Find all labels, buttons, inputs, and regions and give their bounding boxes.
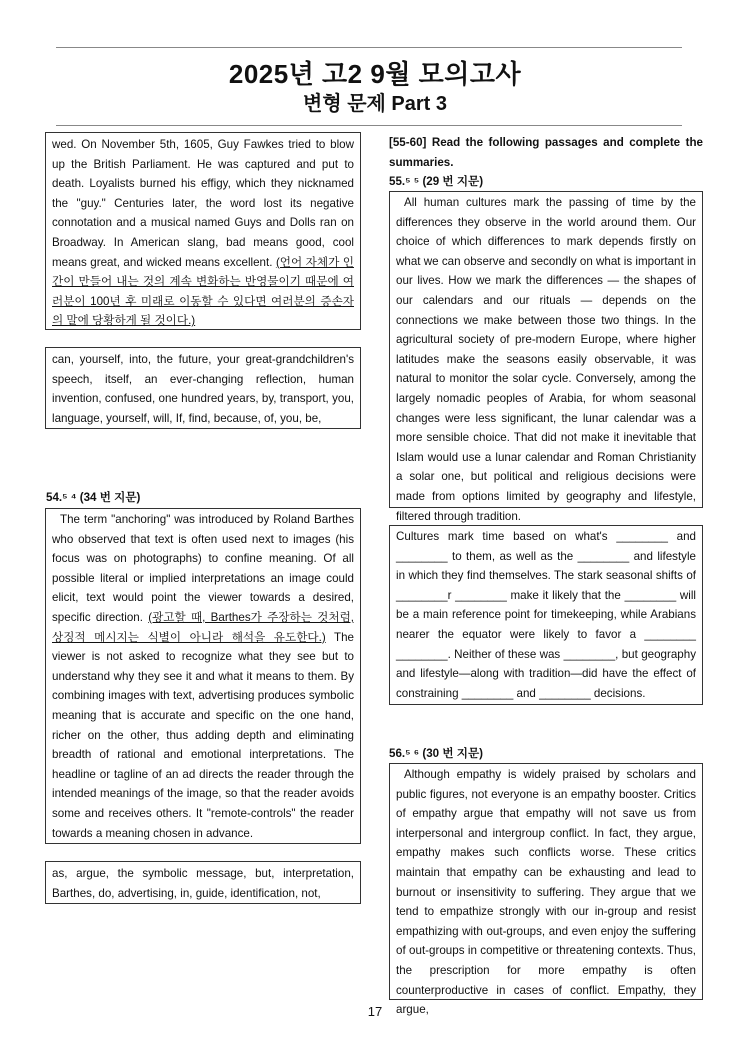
summary-55-box (389, 525, 703, 705)
question-54-passage: The term "anchoring" was introduced by Roland Barthes who observed that text is often used next to images (his focus was on photographs) to confine meaning. Of all possible literal or implied interpretations an image could elicit, text would point the viewer towards a desired, specific direction. (광고할 때, Barthes가 주장하는 것처럼, 상징적 메시지는 식별이 아니라 해석을 유도한다.) The viewer is not asked to recognize what they see but to understand why they see it and what it means to them. By combining images with text, advertising produces symbolic meaning that is accurate and specific on the one hand, richer on the other, thus adding depth and eliminating breadth of rational and emotional interpretations. The headline or tagline of an ad directs the reader through the intended meanings of the image, so that the reader avoids some and receives others. It "remote-controls" the reader towards a meaning chosen in advance. (52, 513, 354, 840)
word-bank-box (45, 861, 361, 904)
page-number: 17 (367, 1004, 383, 1019)
korean-translation-underlined: (언어 자체가 인간이 만들어 내는 것의 계속 변화하는 반영물이기 때문에 여러분이 100년 후 미래로 이동할 수 있다면 여러분의 증손자의 말에 당황하게 될 것이다.) (52, 255, 354, 328)
question-54-passage-box (45, 508, 361, 844)
passage-continued-box (45, 132, 361, 330)
page-title: 2025년 고2 9월 모의고사 (228, 59, 522, 89)
question-54-label: 54.⁵ ⁴ (34 번 지문) (46, 491, 141, 504)
word-bank-text: as, argue, the symbolic message, but, interpretation, Barthes, do, advertising, in, guide, identification, not, (52, 867, 354, 900)
page-subtitle: 변형 문제 Part 3 (303, 93, 447, 115)
question-55-label: 55.⁵ ⁵ (29 번 지문) (389, 175, 484, 188)
header-rule (56, 125, 682, 126)
word-bank-box (45, 347, 361, 429)
word-bank-text: can, yourself, into, the future, your great-grandchildren's speech, itself, an ever-changing reflection, human invention, confused, one hundred years, by, transport, you, language, yourself, will, If, find, because, of, you, be, (52, 353, 354, 425)
question-56-passage-box (389, 763, 703, 1017)
question-56-label: 56.⁵ ⁶ (30 번 지문) (389, 747, 484, 760)
passage-continued-text: wed. On November 5th, 1605, Guy Fawkes tried to blow up the British Parliament. He was captured and put to death. Loyalists burned his effigy, which they nicknamed the "guy." Centuries later, the word lost its negative connotation and a musical named Guys and Dolls ran on Broadway. In American slang, bad means good, cool means great, and wicked means excellent. (언어 자체가 인간이 만들어 내는 것의 계속 변화하는 반영물이기 때문에 여러분이 100년 후 미래로 이동할 수 있다면 여러분의 증손자의 말에 당황하게 될 것이다.) (52, 138, 354, 328)
summary-55-text: Cultures mark time based on what's ________ and ________ to them, as well as the ________ and lifestyle in which they find themselves. The stark seasonal shifts of ________r ________ make it likely that the ________ will be a main reference point for timekeeping, while Arabians nearer the equator were likely to favor a ________ ________. Neither of these was ________, but geography and lifestyle—along with tradition—did have the effect of constraining ________ and ________ decisions. (396, 530, 696, 700)
question-56-passage: Although empathy is widely praised by scholars and public figures, not everyone is an empathy booster. Critics of empathy argue that empathy will not save us from interpersonal and intergroup conflict. In fact, they argue, empathy makes such conflicts worse. These critics maintain that empathy can be exhausting and lead to burnout or insensitivity to suffering. They argue that we tend to empathize strongly with our in-group and resist empathizing with out-groups, and even enjoy the suffering of out-groups in competitive or threatening contexts. Thus, the prescription for more empathy is often counterproductive in cases of conflict. Empathy, they argue, (396, 768, 696, 1017)
korean-translation-underlined: (광고할 때, Barthes가 주장하는 것처럼, 상징적 메시지는 식별이 아니라 해석을 유도한다.) (52, 610, 354, 644)
question-55-passage: All human cultures mark the passing of time by the differences they observe in the world around them. Our choice of which differences to mark depends firstly on what we can observe and secondly on what is important in our lives. How we mark the differences — the shapes of our calendars and our rituals — depends on the connections we make between those two things. In the agricultural society of pre-modern Europe, where higher latitudes make the seasons easily observable, it was natural to monitor the solar cycle. Conversely, among the largely nomadic peoples of Arabia, for whom seasonal changes were less significant, the lunar calendar was a more sensible choice. That did not make it inevitable that Islam would use a lunar calendar and Roman Christianity a solar one, but political and religious decisions were made from options limited by geography and lifestyle, filtered through tradition. (396, 196, 696, 523)
top-rule (56, 47, 682, 48)
instructions: [55-60] Read the following passages and complete the summaries. (389, 136, 703, 169)
question-55-passage-box (389, 191, 703, 523)
